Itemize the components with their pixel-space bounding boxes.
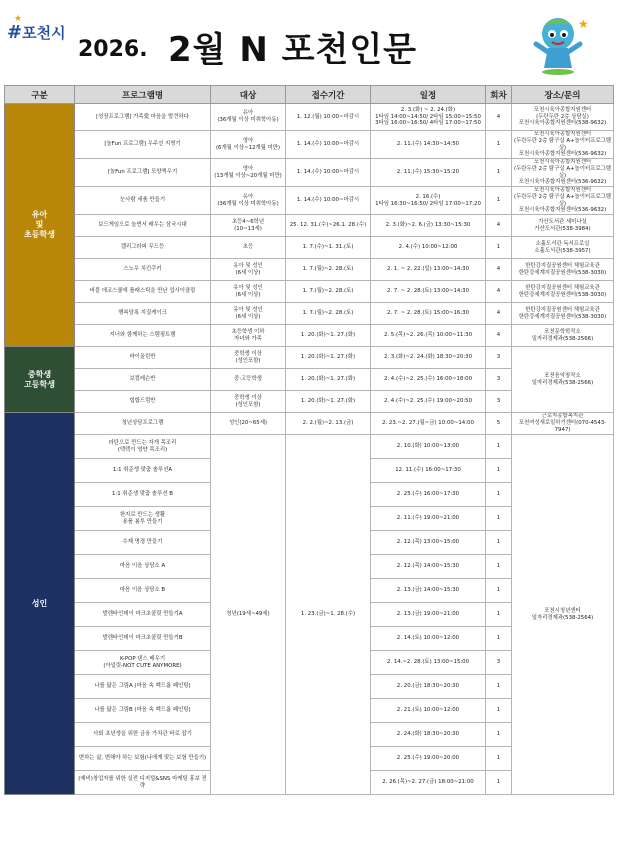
program-name-cell: (예비)창업자를 위한 실전 디지털&SNS 마케팅 홍보 전략	[75, 771, 211, 795]
schedule-cell: 2. 13.(금) 19:00~21:00	[371, 603, 486, 627]
group-cell: 중학생 고등학생	[5, 347, 75, 413]
program-name-cell: 버블 에코스쿨에 플래스틱을 만난 업사이클링	[75, 281, 211, 303]
schedule-cell: 2. 11.(수) 19:00~21:00	[371, 507, 486, 531]
place-cell: 포천시육아종합지원센터 (두란두란 2층 탐구실 A+놀이터프로그램실) 포천시육아종합지원센터(536-9632)	[512, 187, 614, 215]
count-cell: 1	[486, 603, 512, 627]
table-row	[5, 187, 614, 215]
schedule-cell: 2. 26.(목)~2. 27.(금) 18:00~21:00	[371, 771, 486, 795]
count-cell: 4	[486, 303, 512, 325]
count-cell: 1	[486, 483, 512, 507]
place-cell: 한탄강지질공원센터 체험교육관 한탄강세계지질공원센터(538-3030)	[512, 281, 614, 303]
page-title: 2월 N 포천인문	[168, 30, 418, 70]
column-header: 대상	[211, 86, 286, 104]
column-header: 회차	[486, 86, 512, 104]
schedule-cell: 2. 4.(수) 10:00~12:00	[371, 237, 486, 259]
program-name-cell: 나를 닮은 그림B (마음 속 백드롭 페인팅)	[75, 699, 211, 723]
target-cell: 유아 (36개월 이상 미취학아동)	[211, 187, 286, 215]
period-cell: 25. 12. 31.(수)~26.1. 28.(수)	[286, 215, 371, 237]
count-cell: 1	[486, 531, 512, 555]
schedule-cell: 2. 23.~2. 27.(월~금) 10:00~14:00	[371, 413, 486, 435]
column-header: 프로그램명	[75, 86, 211, 104]
period-cell: 1. 7.(월)~2. 28.(토)	[286, 259, 371, 281]
program-name-cell: 스노우 치킨쿠키	[75, 259, 211, 281]
count-cell: 3	[486, 651, 512, 675]
schedule-cell: 2. 16.(수) 1타임 16:30~16:50/ 2타임 17:00~17:20	[371, 187, 486, 215]
program-name-cell: 1:1 취준생 맞춤 솔루션A	[75, 459, 211, 483]
table-row	[5, 435, 614, 459]
schedule-cell: 2. 25.(수) 19:00~20:00	[371, 747, 486, 771]
place-cell: 한탄강지질공원센터 체험교육관 한탄강세계지질공원센터(538-3030)	[512, 259, 614, 281]
target-cell: 유아 (36개월 이상 미취학아동)	[211, 104, 286, 131]
program-name-cell: 청년상담프로그램	[75, 413, 211, 435]
table-row	[5, 104, 614, 131]
schedule-cell: 2. 20.(금) 18:30~20:30	[371, 675, 486, 699]
count-cell: 1	[486, 627, 512, 651]
table-row	[5, 413, 614, 435]
program-name-cell: 마음 이음 상담소 B	[75, 579, 211, 603]
program-name-cell: 나를 닮은 그림A (마음 속 백드롭 페인팅)	[75, 675, 211, 699]
count-cell: 1	[486, 723, 512, 747]
schedule-cell: 2. 7. ~ 2. 28.(토) 13:00~14:30	[371, 281, 486, 303]
table-row	[5, 303, 614, 325]
schedule-cell: 2. 14.(토) 10:00~12:00	[371, 627, 486, 651]
place-cell: 포천시청년센터 일자리경제과(538-2564)	[512, 435, 614, 795]
count-cell: 4	[486, 215, 512, 237]
table-row	[5, 131, 614, 159]
schedule-cell: 2. 14.~2. 28.(토) 13:00~15:00	[371, 651, 486, 675]
program-name-cell: 라탄으로 만드는 자개 목조리 (텍텍이 영양 목조리)	[75, 435, 211, 459]
program-name-cell: 발렌타인데이 마크초콜릿 만들기B	[75, 627, 211, 651]
program-name-cell: 지너와 함께하는 스탬핑트램	[75, 325, 211, 347]
period-cell: 1. 23.(금)~1. 28.(수)	[286, 435, 371, 795]
count-cell: 1	[486, 747, 512, 771]
column-header: 접수기간	[286, 86, 371, 104]
place-cell: 포천문학학작소 일자리경제과(538-2566)	[512, 325, 614, 347]
target-cell: 유아 및 성인 (6세 이상)	[211, 281, 286, 303]
table-row	[5, 325, 614, 347]
schedule-cell: 2. 21.(토) 10:00~12:00	[371, 699, 486, 723]
period-cell: 1. 7.(월)~2. 28.(토)	[286, 303, 371, 325]
count-cell: 3	[486, 369, 512, 391]
schedule-cell: 2. 3.(화)~2. 24.(화) 18:30~20:30	[371, 347, 486, 369]
period-cell: 1. 20.(화)~1. 27.(화)	[286, 369, 371, 391]
logo-text: 포천시	[22, 24, 66, 42]
schedule-cell: 2. 13.(금) 14:00~15:30	[371, 579, 486, 603]
count-cell: 4	[486, 104, 512, 131]
column-header: 구분	[5, 86, 75, 104]
schedule-cell: 2. 24.(화) 18:30~20:30	[371, 723, 486, 747]
table-row	[5, 347, 614, 369]
place-cell: 소흘도서관 독서프로실 소흘도서관(538-3957)	[512, 237, 614, 259]
count-cell: 1	[486, 159, 512, 187]
program-table	[4, 85, 614, 795]
table-row	[5, 215, 614, 237]
period-cell: 1. 20.(화)~1. 27.(화)	[286, 391, 371, 413]
place-cell: 포천음악창작소 일자리경제과(538-2566)	[512, 347, 614, 413]
place-cell: 근로자종합복지관 포천여성새로일하기센터(070-4543-7947)	[512, 413, 614, 435]
count-cell: 4	[486, 281, 512, 303]
schedule-cell: 2. 3.(화) ~ 2. 24.(화) 1타임 14:00~14:50/ 2타임 15:00~15:50 3타임 16:00~16:50/ 4타임 17:00~17:50	[371, 104, 486, 131]
program-name-cell: 힙합드럼반	[75, 391, 211, 413]
program-name-cell: 수제 명경 만들기	[75, 531, 211, 555]
period-cell: 1. 7.(수)~1. 31.(토)	[286, 237, 371, 259]
place-cell: 가산도서관 세미나실 가산도서관(538-3984)	[512, 215, 614, 237]
column-header: 장소/문의	[512, 86, 614, 104]
schedule-cell: 2. 12.(목) 13:00~15:00	[371, 531, 486, 555]
count-cell: 1	[486, 237, 512, 259]
group-cell: 유아 및 초등학생	[5, 104, 75, 347]
schedule-cell: 2. 3.(화)~2. 6.(금) 13:30~15:30	[371, 215, 486, 237]
table-row	[5, 259, 614, 281]
target-cell: 중학생 이상 (성인포함)	[211, 391, 286, 413]
count-cell: 5	[486, 413, 512, 435]
program-name-cell: K-POP 댄스 배우기 (아일릿-NOT CUTE ANYMORE)	[75, 651, 211, 675]
program-name-cell: 마음 이음 상담소 A	[75, 555, 211, 579]
place-cell: 포천시육아종합지원센터 (두란두란 2층 탐구실 A+놀이터프로그램실) 포천시육아종합지원센터(536-9632)	[512, 131, 614, 159]
count-cell: 1	[486, 131, 512, 159]
program-name-cell: 한지로 만드는 생활 용품 봄투 만들기	[75, 507, 211, 531]
count-cell: 4	[486, 259, 512, 281]
place-cell: 포천시육아종합지원센터 (두란두란 2층 상담실) 포천시육아종합지원센터(538-9632)	[512, 104, 614, 131]
schedule-cell: 2. 4.(수)~2. 25.(수) 16:00~18:00	[371, 369, 486, 391]
target-cell: 중학생 이상 (성인포함)	[211, 347, 286, 369]
count-cell: 1	[486, 675, 512, 699]
page-header	[0, 0, 617, 82]
place-cell: 한탄강지질공원센터 체험교육관 한탄강세계지질공원센터(538-3030)	[512, 303, 614, 325]
target-cell: 영아 (6개월 이상~12개월 미만)	[211, 131, 286, 159]
svg-text:★: ★	[578, 17, 589, 31]
program-name-cell: 보드게임으로 놀면서 배우는 삼국시대	[75, 215, 211, 237]
table-row	[5, 159, 614, 187]
schedule-cell: 2. 11.(수) 15:30~15:20	[371, 159, 486, 187]
count-cell: 1	[486, 771, 512, 795]
target-cell: 초등학생 이하 자녀와 가족	[211, 325, 286, 347]
period-cell: 1. 12.(월) 10:00~마감시	[286, 104, 371, 131]
target-cell: 초등4~6학년 (10~13세)	[211, 215, 286, 237]
count-cell: 1	[486, 579, 512, 603]
target-cell: 유아 및 성인 (6세 이상)	[211, 303, 286, 325]
city-logo	[7, 14, 66, 43]
target-cell: 유아 및 성인 (6세 이상)	[211, 259, 286, 281]
group-cell: 성인	[5, 413, 75, 795]
table-row	[5, 237, 614, 259]
target-cell: 청년(19세~49세)	[211, 435, 286, 795]
schedule-cell: 2. 10.(화) 10:00~13:00	[371, 435, 486, 459]
schedule-cell: 2. 7. ~ 2. 28.(토) 15:00~16:30	[371, 303, 486, 325]
period-cell: 1. 14.(수) 10:00~마감시	[286, 131, 371, 159]
program-name-cell: 눈사람 세품 만들기	[75, 187, 211, 215]
period-cell: 1. 20.(화)~1. 27.(화)	[286, 325, 371, 347]
schedule-cell: 2. 5.(목)~2. 26.(목) 10:00~11:30	[371, 325, 486, 347]
program-name-cell: 1:1 취준생 맞춤 솔루션 B	[75, 483, 211, 507]
star-icon: ★	[14, 14, 23, 24]
schedule-cell: 2. 4.(수)~2. 25.(수) 19:00~20:50	[371, 391, 486, 413]
count-cell: 1	[486, 435, 512, 459]
target-cell: 중·고등학생	[211, 369, 286, 391]
hash-icon: #	[7, 22, 23, 43]
program-name-cell: 행복담록 지질케이크	[75, 303, 211, 325]
count-cell: 1	[486, 699, 512, 723]
period-cell: 1. 7.(월)~2. 28.(토)	[286, 281, 371, 303]
place-cell: 포천시육아종합지원센터 (두란두란 2층 탐구실 A+놀이터프로그램실) 포천시육아종합지원센터(536-9632)	[512, 159, 614, 187]
schedule-cell: 2. 11.(수) 14:30~14:50	[371, 131, 486, 159]
table-row	[5, 281, 614, 303]
program-name-cell: 보컬레슨반	[75, 369, 211, 391]
schedule-cell: 2. 1. ~ 2. 22.(일) 13:00~14:30	[371, 259, 486, 281]
program-name-cell: 캘리그라피 무드등	[75, 237, 211, 259]
count-cell: 3	[486, 391, 512, 413]
year-label: 2026.	[78, 37, 148, 62]
count-cell: 1	[486, 507, 512, 531]
count-cell: 3	[486, 347, 512, 369]
program-name-cell: 사회 초년생을 위한 금융 가치관 바로 잡기	[75, 723, 211, 747]
period-cell: 2. 2.(월)~2. 13.(금)	[286, 413, 371, 435]
period-cell: 1. 20.(화)~1. 27.(화)	[286, 347, 371, 369]
program-name-cell: [성장프로그램] 가족愛 마음을 발견하다	[75, 104, 211, 131]
period-cell: 1. 14.(수) 10:00~마감시	[286, 159, 371, 187]
program-name-cell: [놀Fun 프로그램] 우주선 지명기	[75, 131, 211, 159]
schedule-cell: 2. 25.(수) 16:00~17:30	[371, 483, 486, 507]
target-cell: 초등	[211, 237, 286, 259]
program-name-cell: 발렌타인데이 마크초콜릿 만들기A	[75, 603, 211, 627]
table-header-row	[5, 86, 614, 104]
count-cell: 4	[486, 325, 512, 347]
target-cell: 영아 (13개월 이상~20개월 미만)	[211, 159, 286, 187]
column-header: 일정	[371, 86, 486, 104]
mascot-icon	[528, 14, 594, 76]
count-cell: 1	[486, 459, 512, 483]
program-name-cell: 변하는 삶, 변해야 하는 보험(나에게 맞는 보험 만들기)	[75, 747, 211, 771]
target-cell: 성인(20~65세)	[211, 413, 286, 435]
program-name-cell: 바이올린반	[75, 347, 211, 369]
period-cell: 1. 14.(수) 10:00~마감시	[286, 187, 371, 215]
schedule-cell: 2. 12.(목) 14:00~15:30	[371, 555, 486, 579]
program-name-cell: [놀Fun 프로그램] 모양찍우기	[75, 159, 211, 187]
count-cell: 1	[486, 555, 512, 579]
count-cell: 1	[486, 187, 512, 215]
schedule-cell: 12. 11.(수) 16:00~17:30	[371, 459, 486, 483]
